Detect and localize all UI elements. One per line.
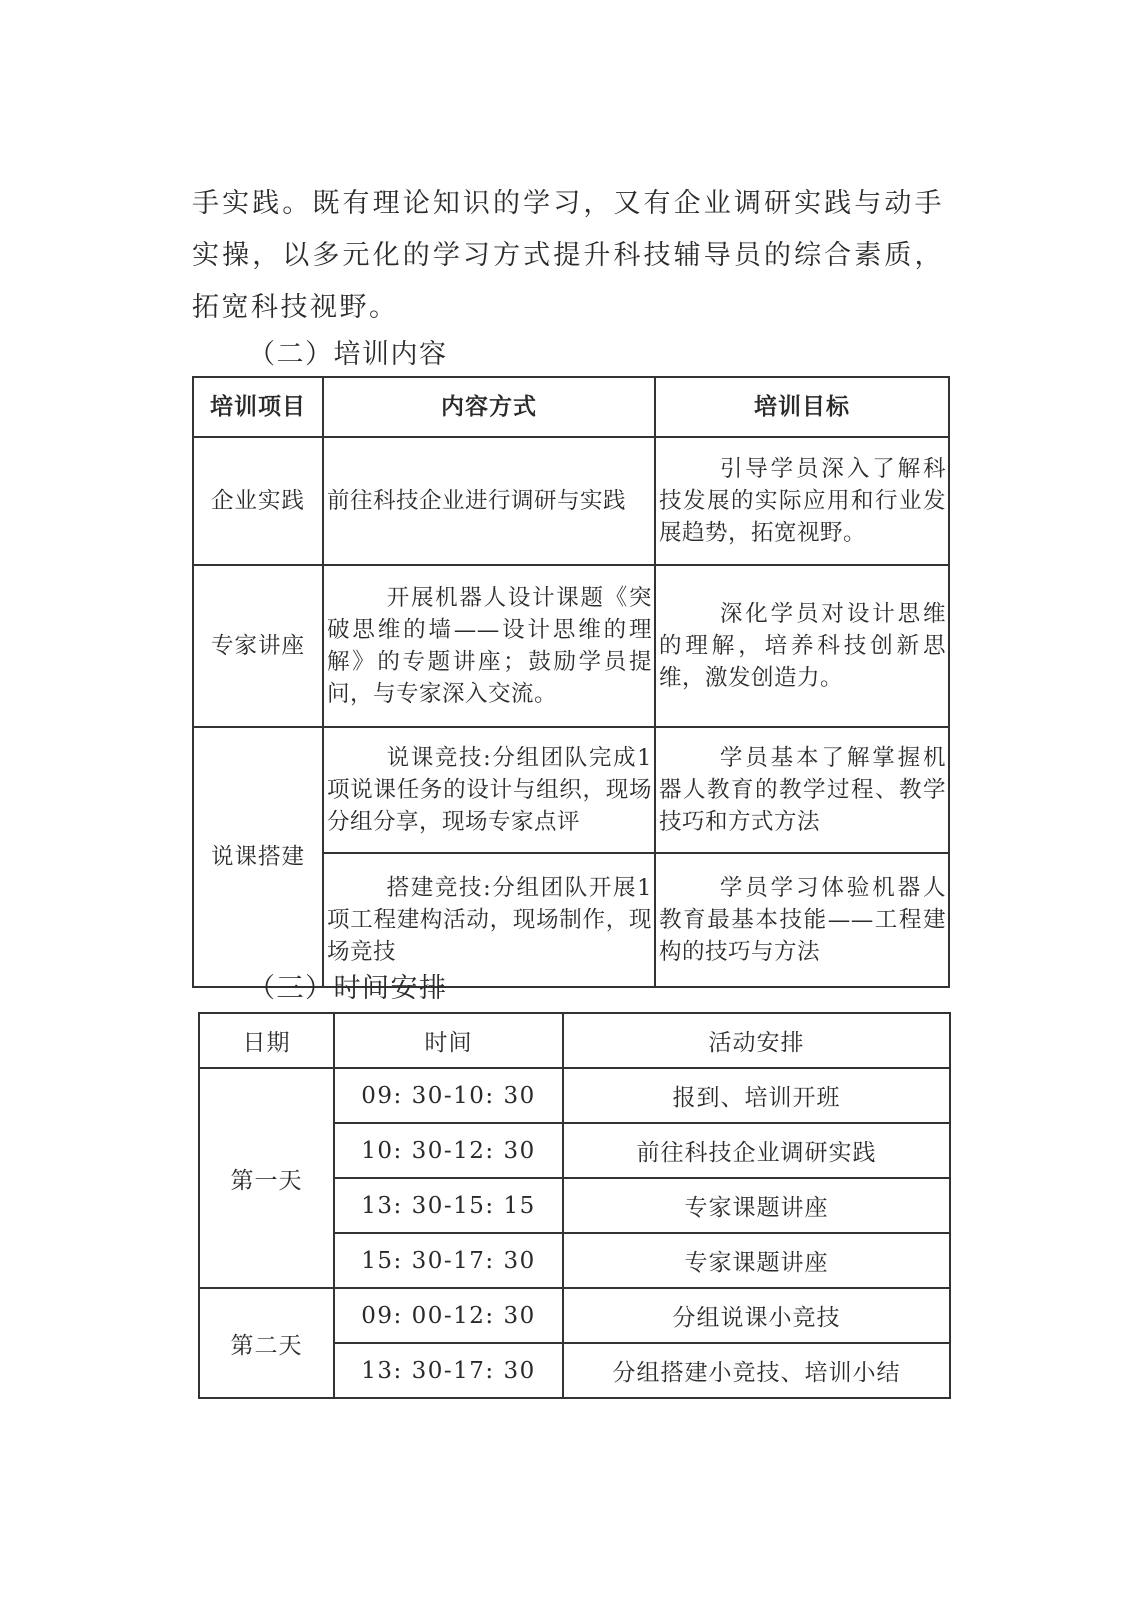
content-text: 说课竞技:分组团队完成1项说课任务的设计与组织，现场分组分享，现场专家点评 xyxy=(327,745,652,835)
header-training-goal: 培训目标 xyxy=(655,377,949,437)
table-header-row xyxy=(193,377,949,437)
header-date: 日期 xyxy=(199,1013,334,1068)
content-text: 搭建竞技:分组团队开展1项工程建构活动，现场制作，现场竞技 xyxy=(327,875,652,965)
training-goal xyxy=(655,727,949,853)
activity: 专家课题讲座 xyxy=(563,1178,950,1233)
training-content xyxy=(323,727,655,853)
activity: 前往科技企业调研实践 xyxy=(563,1123,950,1178)
header-training-item: 培训项目 xyxy=(193,377,323,437)
table-row xyxy=(199,1288,950,1343)
section-heading-training-content: （二）培训内容 xyxy=(248,339,448,370)
training-content xyxy=(323,565,655,727)
table-row xyxy=(199,1068,950,1123)
table-header-row xyxy=(199,1013,950,1068)
goal-text: 深化学员对设计思维的理解，培养科技创新思维，激发创造力。 xyxy=(659,601,946,691)
activity: 分组搭建小竞技、培训小结 xyxy=(563,1343,950,1398)
time-slot: 09: 30-10: 30 xyxy=(334,1068,563,1123)
time-slot: 10: 30-12: 30 xyxy=(334,1123,563,1178)
time-slot: 09: 00-12: 30 xyxy=(334,1288,563,1343)
training-content-table xyxy=(192,376,950,988)
training-goal xyxy=(655,565,949,727)
table-row xyxy=(193,437,949,565)
time-slot: 15: 30-17: 30 xyxy=(334,1233,563,1288)
training-content xyxy=(323,853,655,987)
table-row xyxy=(193,727,949,853)
section-heading-schedule: （三）时间安排 xyxy=(248,973,448,1004)
goal-text: 学员基本了解掌握机器人教育的教学过程、教学技巧和方式方法 xyxy=(659,745,946,835)
schedule-table xyxy=(198,1012,951,1399)
header-activity: 活动安排 xyxy=(563,1013,950,1068)
activity: 分组说课小竞技 xyxy=(563,1288,950,1343)
training-goal xyxy=(655,437,949,565)
training-content: 前往科技企业进行调研与实践 xyxy=(323,437,655,565)
training-item: 专家讲座 xyxy=(193,565,323,727)
time-slot: 13: 30-15: 15 xyxy=(334,1178,563,1233)
training-item: 企业实践 xyxy=(193,437,323,565)
intro-paragraph: 手实践。既有理论知识的学习，又有企业调研实践与动手实操，以多元化的学习方式提升科技辅导员的综合素质，拓宽科技视野。 xyxy=(192,188,944,323)
training-goal xyxy=(655,853,949,987)
day-label: 第一天 xyxy=(199,1068,334,1288)
goal-text: 引导学员深入了解科技发展的实际应用和行业发展趋势，拓宽视野。 xyxy=(659,456,946,546)
activity: 报到、培训开班 xyxy=(563,1068,950,1123)
table-row xyxy=(193,565,949,727)
day-label: 第二天 xyxy=(199,1288,334,1398)
content-text: 开展机器人设计课题《突破思维的墙——设计思维的理解》的专题讲座；鼓励学员提问，与专家深入交流。 xyxy=(327,585,652,707)
header-content-method: 内容方式 xyxy=(323,377,655,437)
training-item: 说课搭建 xyxy=(193,727,323,987)
header-time: 时间 xyxy=(334,1013,563,1068)
activity: 专家课题讲座 xyxy=(563,1233,950,1288)
goal-text: 学员学习体验机器人教育最基本技能——工程建构的技巧与方法 xyxy=(659,875,946,965)
time-slot: 13: 30-17: 30 xyxy=(334,1343,563,1398)
